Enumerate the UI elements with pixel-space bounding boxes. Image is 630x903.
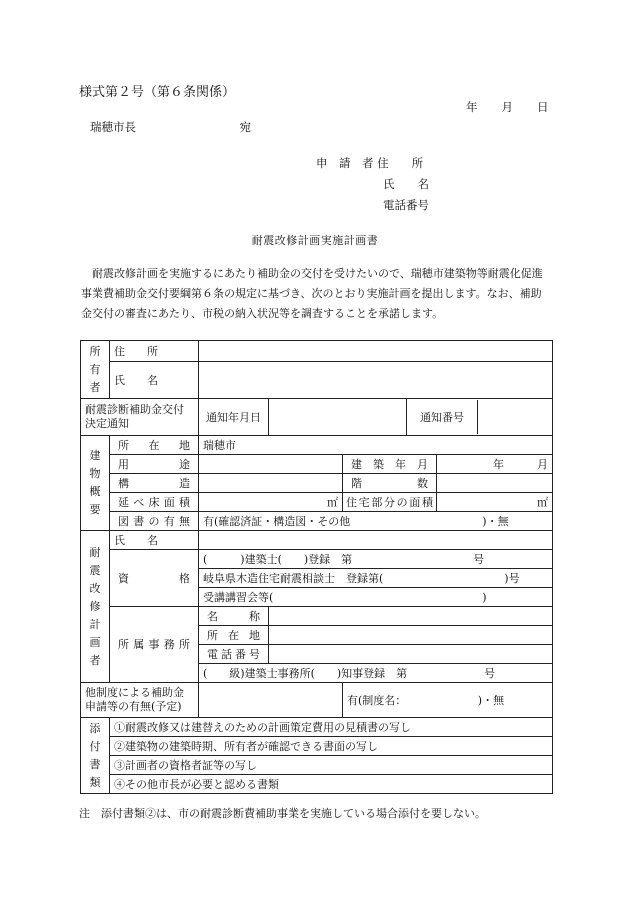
attachment-row-3	[81, 756, 553, 775]
applicant-phone-label: 電話番号	[383, 198, 429, 212]
intro-paragraph: 耐震改修計画を実施するにあたり補助金の交付を受けたいので、瑞穂市建築物等耐震化促進事業費補助金交付要綱第６条の規定に基づき、次のとおり実施計画を提出します。なお、補助金交付の審査にあたり、市税の納入状況等を調査することを承諾します。	[81, 267, 543, 320]
planner-name-row	[81, 531, 553, 550]
notice-label: 耐震診断補助金交付決定通知	[81, 399, 199, 436]
office-label: 所属事務所	[110, 607, 199, 683]
office-phone-field[interactable]	[269, 645, 553, 664]
qualification-architect[interactable]: ( )建築士( )登録 第 号	[199, 550, 553, 569]
other-subsidy-row	[81, 683, 553, 718]
document-title: 耐震改修計画実施計画書	[251, 234, 379, 247]
office-registration-field[interactable]: ( 級)建築士事務所( )知事登録 第 号	[199, 664, 553, 683]
building-drawings-row	[81, 512, 553, 531]
date-year: 年	[466, 100, 478, 114]
attachment-row-2	[81, 737, 553, 756]
qualification-consultant[interactable]: 岐阜県木造住宅耐震相談士 登録第( )号	[199, 569, 553, 588]
office-name-row	[81, 607, 553, 626]
footnote: 注 添付書類②は、市の耐震診断費補助事業を実施している場合添付を要しない。	[79, 807, 486, 820]
office-name-field[interactable]	[269, 607, 553, 626]
notice-number-label: 通知番号	[407, 400, 478, 434]
planner-name-field[interactable]	[199, 531, 553, 550]
applicant-address-label: 住 所	[377, 156, 424, 170]
owner-name-row	[81, 362, 553, 399]
building-use-row	[81, 455, 553, 474]
qualification-row-1	[81, 550, 553, 569]
floor-area-label: 延べ床面積	[110, 493, 199, 512]
planner-name-label: 氏 名	[110, 531, 199, 550]
applicant-name-label: 氏 名	[383, 177, 429, 191]
other-subsidy-blank[interactable]	[199, 683, 343, 718]
qualification-course[interactable]: 受講講習会等( )	[199, 588, 553, 607]
attachment-row-4	[81, 775, 553, 794]
building-structure-row	[81, 474, 553, 493]
attachment-row-1	[81, 718, 553, 737]
application-table	[80, 340, 553, 794]
built-date-label: 建築年月	[343, 455, 437, 474]
building-structure-label: 構造	[110, 474, 199, 493]
date-month: 月	[501, 100, 513, 114]
residential-area-label: 住宅部分の面積	[343, 493, 437, 512]
building-location-row	[81, 436, 553, 455]
drawings-field[interactable]: 有(確認済証・構造図・その他 )・無	[199, 512, 553, 531]
date-line	[466, 99, 549, 115]
building-structure-field[interactable]	[199, 474, 343, 493]
attachment-item-1: ①耐震改修又は建替えのための計画策定費用の見積書の写し	[110, 718, 553, 737]
floor-area-field[interactable]: ㎡	[199, 493, 343, 512]
date-day: 日	[537, 100, 549, 114]
notice-date-field[interactable]	[269, 399, 407, 436]
attachment-item-2: ②建築物の建築時期、所有者が確認できる書面の写し	[110, 737, 553, 756]
building-location-field[interactable]: 瑞穂市	[199, 436, 553, 455]
form-number: 様式第２号（第６条関係）	[79, 85, 236, 100]
attachments-group-label: 添 付 書 類	[81, 718, 110, 794]
drawings-label: 図書の有無	[110, 512, 199, 531]
office-location-label: 所在地	[199, 626, 269, 645]
owner-address-label: 住 所	[110, 341, 199, 362]
building-use-label: 用途	[110, 455, 199, 474]
office-name-label: 名 称	[199, 607, 269, 626]
attachment-item-3: ③計画者の資格者証等の写し	[110, 756, 553, 775]
owner-name-label: 氏 名	[110, 362, 199, 399]
attachment-item-4: ④その他市長が必要と認める書類	[110, 775, 553, 794]
applicant-label: 申 請 者	[316, 156, 374, 170]
notice-number-field[interactable]	[478, 400, 553, 434]
building-area-row	[81, 493, 553, 512]
building-use-field[interactable]	[199, 455, 343, 474]
building-group-label: 建 物 概 要	[81, 436, 110, 531]
office-phone-label: 電話番号	[199, 645, 269, 664]
notice-row	[81, 399, 553, 436]
floors-label: 階数	[343, 474, 437, 493]
notice-date-label: 通知年月日	[199, 399, 269, 436]
other-subsidy-label: 他制度による補助金申請等の有無(予定)	[81, 683, 199, 718]
owner-name-field[interactable]	[199, 362, 553, 399]
owner-address-field[interactable]	[199, 341, 553, 362]
other-subsidy-field[interactable]: 有(制度名： )・無	[343, 683, 553, 718]
residential-area-field[interactable]: ㎡	[437, 493, 553, 512]
built-date-field[interactable]: 年 月	[437, 455, 553, 474]
qualification-label: 資格	[110, 550, 199, 607]
owner-group-label: 所 有 者	[81, 341, 110, 399]
office-location-field[interactable]	[269, 626, 553, 645]
applicant-block	[316, 153, 429, 216]
owner-address-row	[81, 341, 553, 362]
addressee: 瑞穂市長 宛	[90, 120, 251, 134]
building-location-label: 所在地	[110, 436, 199, 455]
planner-group-label: 耐 震 改 修 計 画 者	[81, 531, 110, 683]
floors-field[interactable]	[437, 474, 553, 493]
